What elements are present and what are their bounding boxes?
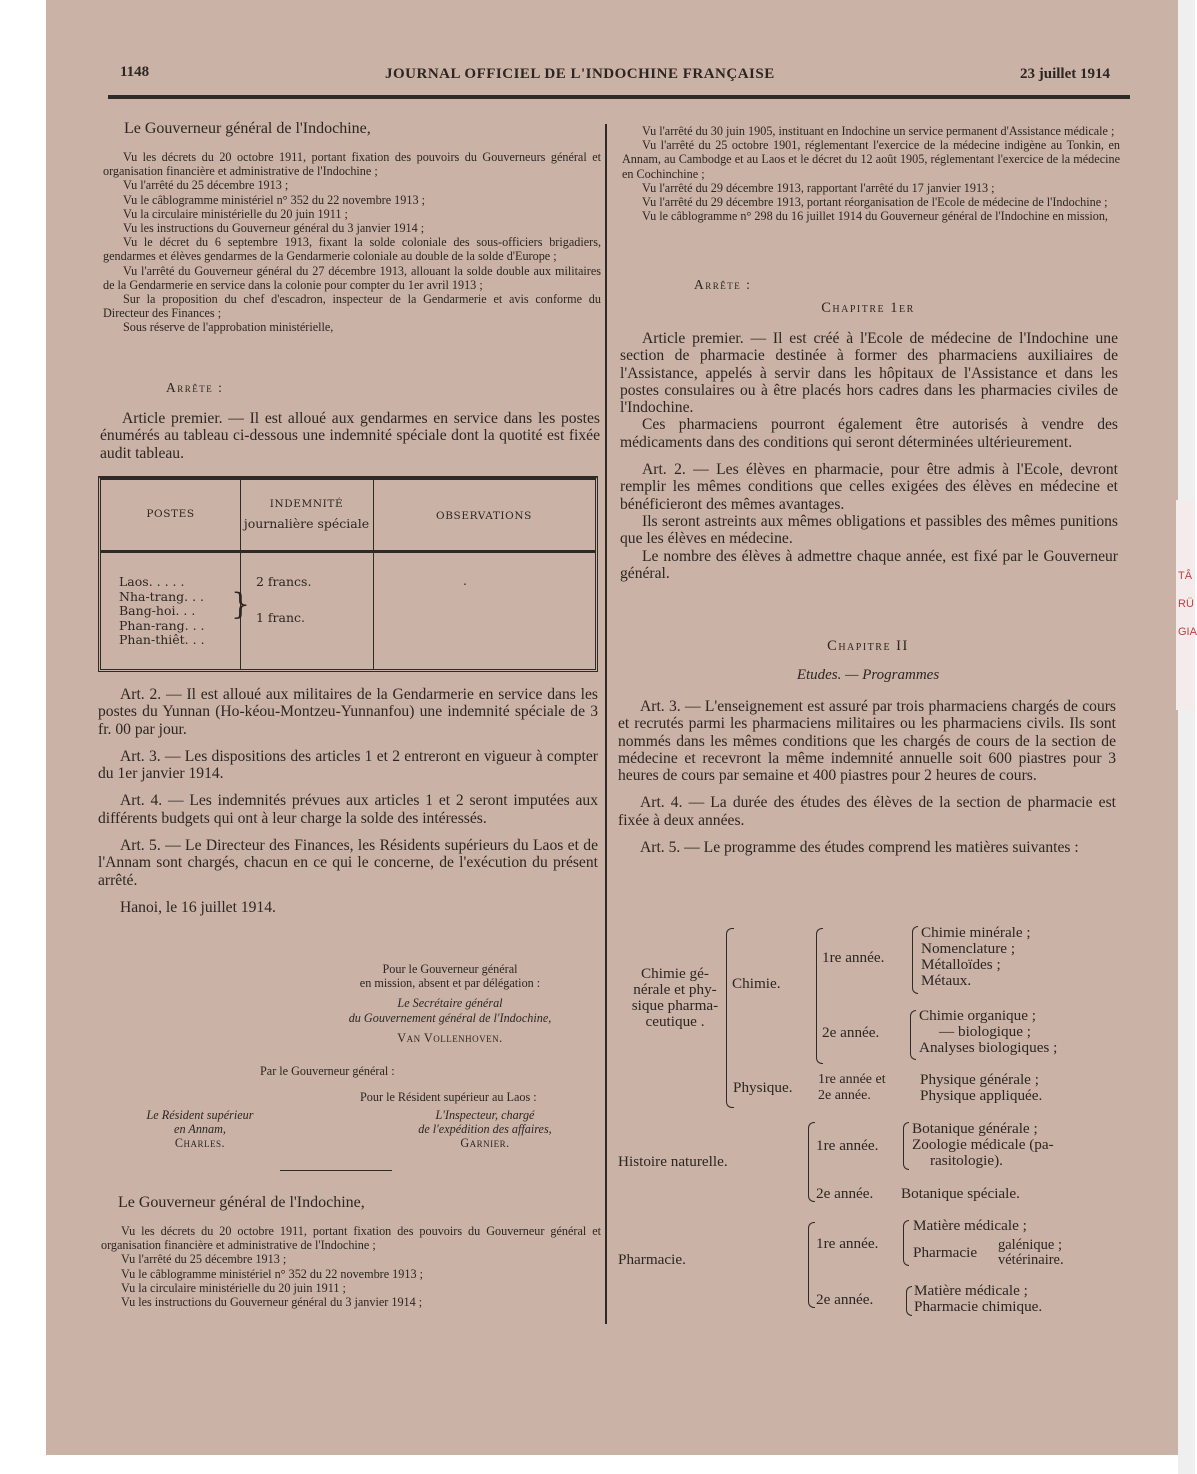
prog-items	[914, 1283, 1042, 1315]
prog-item: Nomenclature ;	[921, 940, 1016, 957]
prog-pharmacie: Pharmacie.	[618, 1251, 686, 1268]
table-brace: }	[231, 587, 251, 622]
issue-date: 23 juillet 1914	[1020, 66, 1110, 82]
visa: Vu les décrets du 20 octobre 1911, portant fixation des pouvoirs du Gouverneurs général et organisation financière et administrative de l'Indochine ;	[103, 150, 601, 179]
prog-item: rasitologie).	[930, 1152, 1003, 1169]
article-text: Art. 5. — Le Directeur des Finances, les Résidents supérieurs du Laos et de l'Annam sont chargés, chacun en ce qui le concerne, de l'exécution du présent arrêté.	[98, 837, 598, 889]
place-date: Hanoi, le 16 juillet 1914.	[120, 898, 276, 916]
article-text: Art. 4. — Les indemnités prévues aux articles 1 et 2 seront imputées aux différents budgets qui ont à leur charge la solde des intéressés.	[98, 792, 598, 827]
visa: Vu le câblogramme ministériel n° 352 du 22 novembre 1913 ;	[123, 192, 425, 207]
prog-item: Physique appliquée.	[920, 1087, 1043, 1104]
article-text: Art. 3. — Les dispositions des articles 1 et 2 entreront en vigueur à compter du 1er janvier 1914.	[98, 747, 598, 783]
visa: Vu l'arrêté du 25 octobre 1901, réglementant l'exercice de la médecine indigène au Tonkin, en Annam, au Cambodge et au Laos et le décret du 12 août 1905, réglementant l'exercice de la médecine en Cochinchine ;	[622, 138, 1120, 181]
table-cell: Phan-rang. . .	[119, 617, 205, 633]
prog-item: vétérinaire.	[998, 1252, 1064, 1268]
visa: Vu le décret du 6 septembre 1913, fixant la solde coloniale des sous-officiers brigadiers, gendarmes et élèves gendarmes de la Gendarmerie coloniale au double de la solde d'Europe ;	[103, 235, 601, 264]
brace	[906, 1286, 912, 1316]
prog-items	[921, 925, 1031, 989]
table-cell: 1 franc.	[256, 610, 306, 625]
column-divider	[605, 124, 607, 1324]
prog-year: 1re année et	[818, 1072, 886, 1087]
prog-chimie: Chimie.	[732, 975, 781, 992]
table-cell: Nha-trang. . .	[119, 588, 205, 604]
visa: Vu l'arrêté du 29 décembre 1913, rapportant l'arrêté du 17 janvier 1913 ;	[642, 180, 995, 195]
prog-year: 1re année.	[816, 1137, 879, 1154]
prog-item: galénique ;	[998, 1237, 1063, 1253]
right-articles-ch2	[618, 698, 1116, 856]
header-rule	[108, 95, 1130, 99]
brace	[910, 1010, 916, 1060]
inspecteur-signature	[370, 1108, 600, 1151]
prog-physique: Physique.	[733, 1079, 793, 1096]
prog-items	[998, 1238, 1064, 1268]
prog-years	[818, 1072, 886, 1104]
visa: Vu les instructions du Gouverneur général du 3 janvier 1914 ;	[123, 221, 425, 236]
brace	[903, 1122, 909, 1170]
article-text: Art. 3. — L'enseignement est assuré par trois pharmaciens chargés de cours et recrutés parmi les pharmaciens militaires ou les pharmaciens civils. Ils sont nommés dans les mêmes conditions que les chargés de cours de la section de médecine et recevront la même indemnité annuelle soit 600 piastres pour 3 heures de cours par semaine et 400 piastres pour 2 heures de cours.	[618, 698, 1116, 785]
prog-item: Chimie organique ;	[919, 1007, 1036, 1024]
table-cell: 2 francs.	[256, 574, 312, 589]
prog-item: Botanique générale ;	[912, 1120, 1038, 1137]
table-header-rule	[101, 550, 595, 553]
chapter-2-subtitle: Etudes. — Programmes	[796, 667, 940, 683]
signature-line: Le Secrétaire général	[397, 996, 503, 1011]
prog-item: Matière médicale ;	[913, 1217, 1027, 1234]
page-edge-shadow	[1178, 0, 1195, 1474]
signature-line: en mission, absent et par délégation :	[359, 976, 541, 991]
visa: Vu l'arrêté du 30 juin 1905, instituant en Indochine un service permanent d'Assistance médicale ;	[642, 124, 1115, 138]
prog-label: ceutique .	[645, 1013, 705, 1030]
visa: Vu la circulaire ministérielle du 20 juin 1911 ;	[123, 206, 348, 221]
signature-line: Le Résident supérieur	[146, 1108, 254, 1122]
arrete2-visas	[101, 1224, 601, 1309]
arrete2-title: Le Gouverneur général de l'Indochine,	[118, 1194, 365, 1211]
signature-line: en Annam,	[174, 1122, 226, 1137]
prog-item: — biologique ;	[939, 1023, 1031, 1040]
prog-item: Chimie minérale ;	[921, 924, 1031, 941]
right-arrete-label: Arrête :	[694, 277, 752, 292]
par-gouverneur: Par le Gouverneur général :	[260, 1064, 395, 1078]
chapter-1-heading: Chapitre 1er	[821, 300, 915, 316]
page-number: 1148	[120, 64, 150, 80]
visa: Vu le câblogramme n° 298 du 16 juillet 1914 du Gouverneur général de l'Indochine en mission,	[642, 209, 1108, 224]
prog-item: Analyses biologiques ;	[919, 1039, 1058, 1056]
arrete1-title: Le Gouverneur général de l'Indochine,	[124, 120, 371, 137]
signature-block	[300, 962, 600, 1045]
signature-line: de l'expédition des affaires,	[418, 1122, 552, 1137]
table-cell: Bang-hoi. . .	[119, 603, 196, 618]
article-text: Art. 2. — Les élèves en pharmacie, pour être admis à l'Ecole, devront remplir les mêmes conditions que celles exigées des élèves en médecine et bénéficieront des mêmes avantages.	[620, 461, 1118, 513]
article-text: Le nombre des élèves à admettre chaque année, est fixé par le Gouverneur général.	[620, 547, 1118, 582]
visa: Vu l'arrêté du 25 décembre 1913 ;	[121, 1252, 287, 1267]
visa: Vu les décrets du 20 octobre 1911, portant fixation des pouvoirs du Gouverneur général et organisation financière et administrative de l'Indochine ;	[101, 1224, 601, 1253]
brace	[808, 1222, 815, 1308]
prog-item: Pharmacie	[913, 1244, 978, 1261]
prog-item: Physique générale ;	[920, 1071, 1039, 1088]
table-col-rule	[373, 480, 374, 669]
article-text: Article premier. — Il est alloué aux gendarmes en service dans les postes énumérés au tableau ci-dessous une indemnité spéciale dont la quotité est fixée audit tableau.	[100, 410, 600, 462]
prog-label: Chimie gé-	[641, 965, 709, 982]
indemnity-table	[98, 476, 598, 672]
article-text: Art. 5. — Le programme des études comprend les matières suivantes :	[640, 839, 1079, 857]
prog-chimie-generale	[620, 966, 730, 1030]
brace	[912, 926, 918, 994]
visa: Vu la circulaire ministérielle du 20 juin 1911 ;	[121, 1280, 346, 1295]
table-postes-list	[119, 575, 205, 648]
arrete1-article1	[100, 410, 600, 462]
arrete1-arrete-label: Arrête :	[166, 380, 224, 395]
resident-annam-signature	[110, 1108, 290, 1151]
prog-year: 2e année.	[818, 1088, 871, 1103]
visa: Vu les instructions du Gouverneur général du 3 janvier 1914 ;	[121, 1295, 423, 1310]
brace	[903, 1220, 909, 1266]
prog-year: 2e année.	[822, 1024, 880, 1041]
visa: Sous réserve de l'approbation ministérielle,	[123, 320, 334, 335]
prog-item: Botanique spéciale.	[901, 1185, 1020, 1202]
prog-items	[919, 1008, 1057, 1056]
prog-items	[920, 1072, 1042, 1104]
article-text: Art. 4. — La durée des études des élèves de la section de pharmacie est fixée à deux années.	[618, 794, 1116, 829]
article-text: Art. 2. — Il est alloué aux militaires de la Gendarmerie en service dans les postes du Yunnan (Ho-kéou-Montzeu-Yunnanfou) une indemnité spéciale de 3 fr. 00 par jour.	[98, 686, 598, 738]
visa: Vu le câblogramme ministériel n° 352 du 22 novembre 1913 ;	[121, 1266, 423, 1281]
signature-name: Van Vollenhoven.	[397, 1030, 503, 1045]
signature-line: L'Inspecteur, chargé	[435, 1108, 535, 1122]
signature-line: Pour le Gouverneur général	[382, 962, 518, 976]
journal-title: JOURNAL OFFICIEL DE L'INDOCHINE FRANÇAISE	[385, 66, 775, 82]
prog-year: 1re année.	[816, 1235, 879, 1252]
prog-year: 2e année.	[816, 1291, 874, 1308]
arrete1-visas	[103, 150, 601, 335]
visa: Vu l'arrêté du 25 décembre 1913 ;	[123, 178, 289, 193]
prog-item: Métaux.	[921, 972, 972, 989]
signature-name: Garnier.	[460, 1136, 510, 1151]
table-header-indemnite: INDEMNITÉ	[269, 498, 344, 510]
journal-header	[120, 64, 1110, 88]
prog-year: 1re année.	[822, 949, 885, 966]
prog-item: Pharmacie chimique.	[914, 1298, 1043, 1315]
chapter-2-heading: Chapitre II	[827, 638, 909, 654]
table-header-postes: POSTES	[146, 508, 195, 520]
article-text: Ces pharmaciens pourront également être autorisés à vendre des médicaments dans des conditions qui seront déterminées ultérieurement.	[620, 416, 1118, 451]
article-text: Article premier. — Il est créé à l'Ecole de médecine de l'Indochine une section de pharmacie destinée à former des pharmaciens auxiliaires de l'Assistance, appelés à servir dans les hôpitaux de l'Assistance et dans les postes consulaires ou à être placés hors cadres dans les pharmacies civiles de l'Indochine.	[620, 330, 1118, 417]
arrete1-articles	[98, 686, 598, 916]
right-articles-ch1	[620, 330, 1118, 582]
visa: Sur la proposition du chef d'escadron, inspecteur de la Gendarmerie et avis conforme du Directeur des Finances ;	[103, 292, 601, 321]
table-cell: Laos. . . . .	[119, 574, 185, 589]
prog-label: nérale et phy-	[633, 981, 717, 998]
signature-line: du Gouvernement général de l'Indochine,	[348, 1010, 552, 1025]
prog-label: sique pharma-	[631, 997, 719, 1014]
article-text: Ils seront astreints aux mêmes obligations et passibles des mêmes punitions que les élèves en médecine.	[620, 512, 1118, 548]
section-separator	[280, 1170, 392, 1171]
table-cell: .	[463, 573, 467, 588]
prog-items	[912, 1121, 1054, 1169]
stamp-fragment: TÂ RÜ GIA	[1176, 500, 1195, 710]
prog-year: 2e année.	[816, 1185, 874, 1202]
prog-histoire: Histoire naturelle.	[618, 1153, 728, 1170]
prog-item: Zoologie médicale (pa-	[912, 1136, 1054, 1153]
table-cell: Phan-thiêt. . .	[119, 632, 205, 647]
signature-name: Charles.	[174, 1136, 226, 1151]
prog-item: Matière médicale ;	[914, 1282, 1028, 1299]
right-visas	[622, 124, 1120, 223]
visa: Vu l'arrêté du 29 décembre 1913, portant réorganisation de l'Ecole de médecine de l'Indochine ;	[642, 195, 1108, 210]
table-header-journaliere: journalière spéciale	[243, 516, 370, 531]
pour-resident: Pour le Résident supérieur au Laos :	[360, 1090, 537, 1104]
table-header-observations: OBSERVATIONS	[436, 510, 532, 522]
brace	[808, 1122, 815, 1202]
prog-item: Métalloïdes ;	[921, 956, 1001, 973]
visa: Vu l'arrêté du Gouverneur général du 27 décembre 1913, allouant la solde double aux militaires de la Gendarmerie en service dans la colonie pour compter du 1er avril 1913 ;	[103, 263, 601, 292]
